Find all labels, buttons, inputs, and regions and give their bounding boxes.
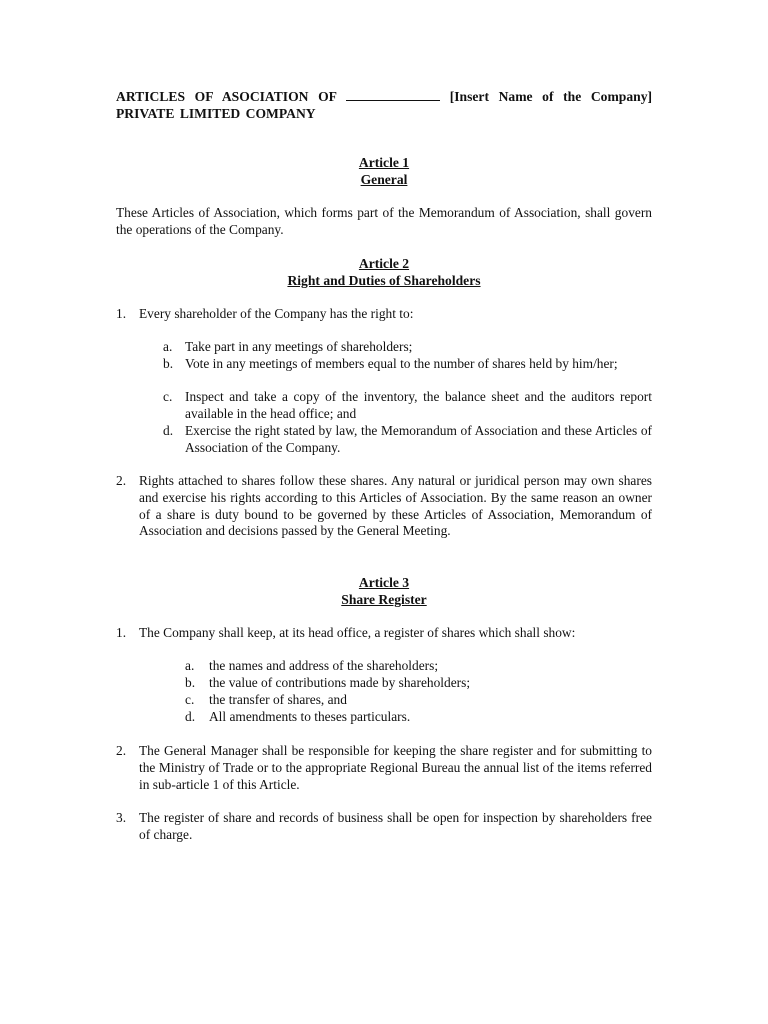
sublist-item-text: All amendments to theses particulars.	[209, 709, 411, 724]
article-1-heading	[116, 154, 652, 188]
title-suffix: [Insert Name of the Company] PRIVATE LIMITED COMPANY	[116, 89, 653, 121]
sublist-item-text: Take part in any meetings of shareholders;	[185, 339, 413, 354]
title-prefix: ARTICLES OF ASOCIATION OF	[116, 89, 337, 104]
sublist-letter: a.	[163, 339, 173, 354]
sublist-item-text: the value of contributions made by shareholders;	[209, 675, 471, 690]
article-1-title: General	[360, 172, 408, 187]
article-1-text: These Articles of Association, which forms part of the Memorandum of Association, shall govern the operations of the Company.	[116, 205, 652, 237]
sublist-item-text: the names and address of the shareholders;	[209, 658, 439, 673]
list-number: 2.	[116, 473, 127, 488]
sublist-item-text: the transfer of shares, and	[209, 692, 347, 707]
list-item-text: The register of share and records of business shall be open for inspection by shareholders free of charge.	[139, 810, 652, 842]
list-item-text: The General Manager shall be responsible for keeping the share register and for submitting to the Ministry of Trade or to the appropriate Regional Bureau the annual list of the items referred in sub-article 1 of this Article.	[139, 743, 652, 792]
list-item-text: Every shareholder of the Company has the right to:	[139, 306, 414, 321]
article-3-number: Article 3	[358, 575, 410, 590]
sublist-letter: b.	[185, 675, 196, 690]
sublist-letter: a.	[185, 658, 195, 673]
sublist-item-text: Exercise the right stated by law, the Memorandum of Association and these Articles of Association of the Company.	[185, 423, 652, 455]
document-title	[116, 88, 652, 122]
article-2-title: Right and Duties of Shareholders	[287, 273, 481, 288]
sublist-item-text: Vote in any meetings of members equal to the number of shares held by him/her;	[185, 356, 618, 371]
list-item-text: Rights attached to shares follow these shares. Any natural or juridical person may own shares and exercise his rights according to this Articles of Association. By the same reason an owner of a share is duty bound to be governed by these Articles of Association, Memorandum of Association and decisions passed by the General Meeting.	[139, 473, 652, 539]
sublist-item-text: Inspect and take a copy of the inventory, the balance sheet and the auditors report available in the head office; and	[185, 389, 652, 421]
article-1-number: Article 1	[358, 155, 410, 170]
list-number: 2.	[116, 743, 127, 758]
list-number: 1.	[116, 306, 127, 321]
list-number: 1.	[116, 625, 127, 640]
list-item-text: The Company shall keep, at its head office, a register of shares which shall show:	[139, 625, 576, 640]
sublist-letter: d.	[185, 709, 196, 724]
article-2-heading	[116, 255, 652, 289]
list-number: 3.	[116, 810, 127, 825]
article-3-title: Share Register	[341, 592, 427, 607]
sublist-letter: d.	[163, 423, 174, 438]
article-3-heading	[116, 574, 652, 608]
sublist-letter: c.	[185, 692, 195, 707]
company-name-blank	[346, 88, 440, 101]
sublist-letter: b.	[163, 356, 174, 371]
article-2-number: Article 2	[358, 256, 410, 271]
sublist-letter: c.	[163, 389, 173, 404]
